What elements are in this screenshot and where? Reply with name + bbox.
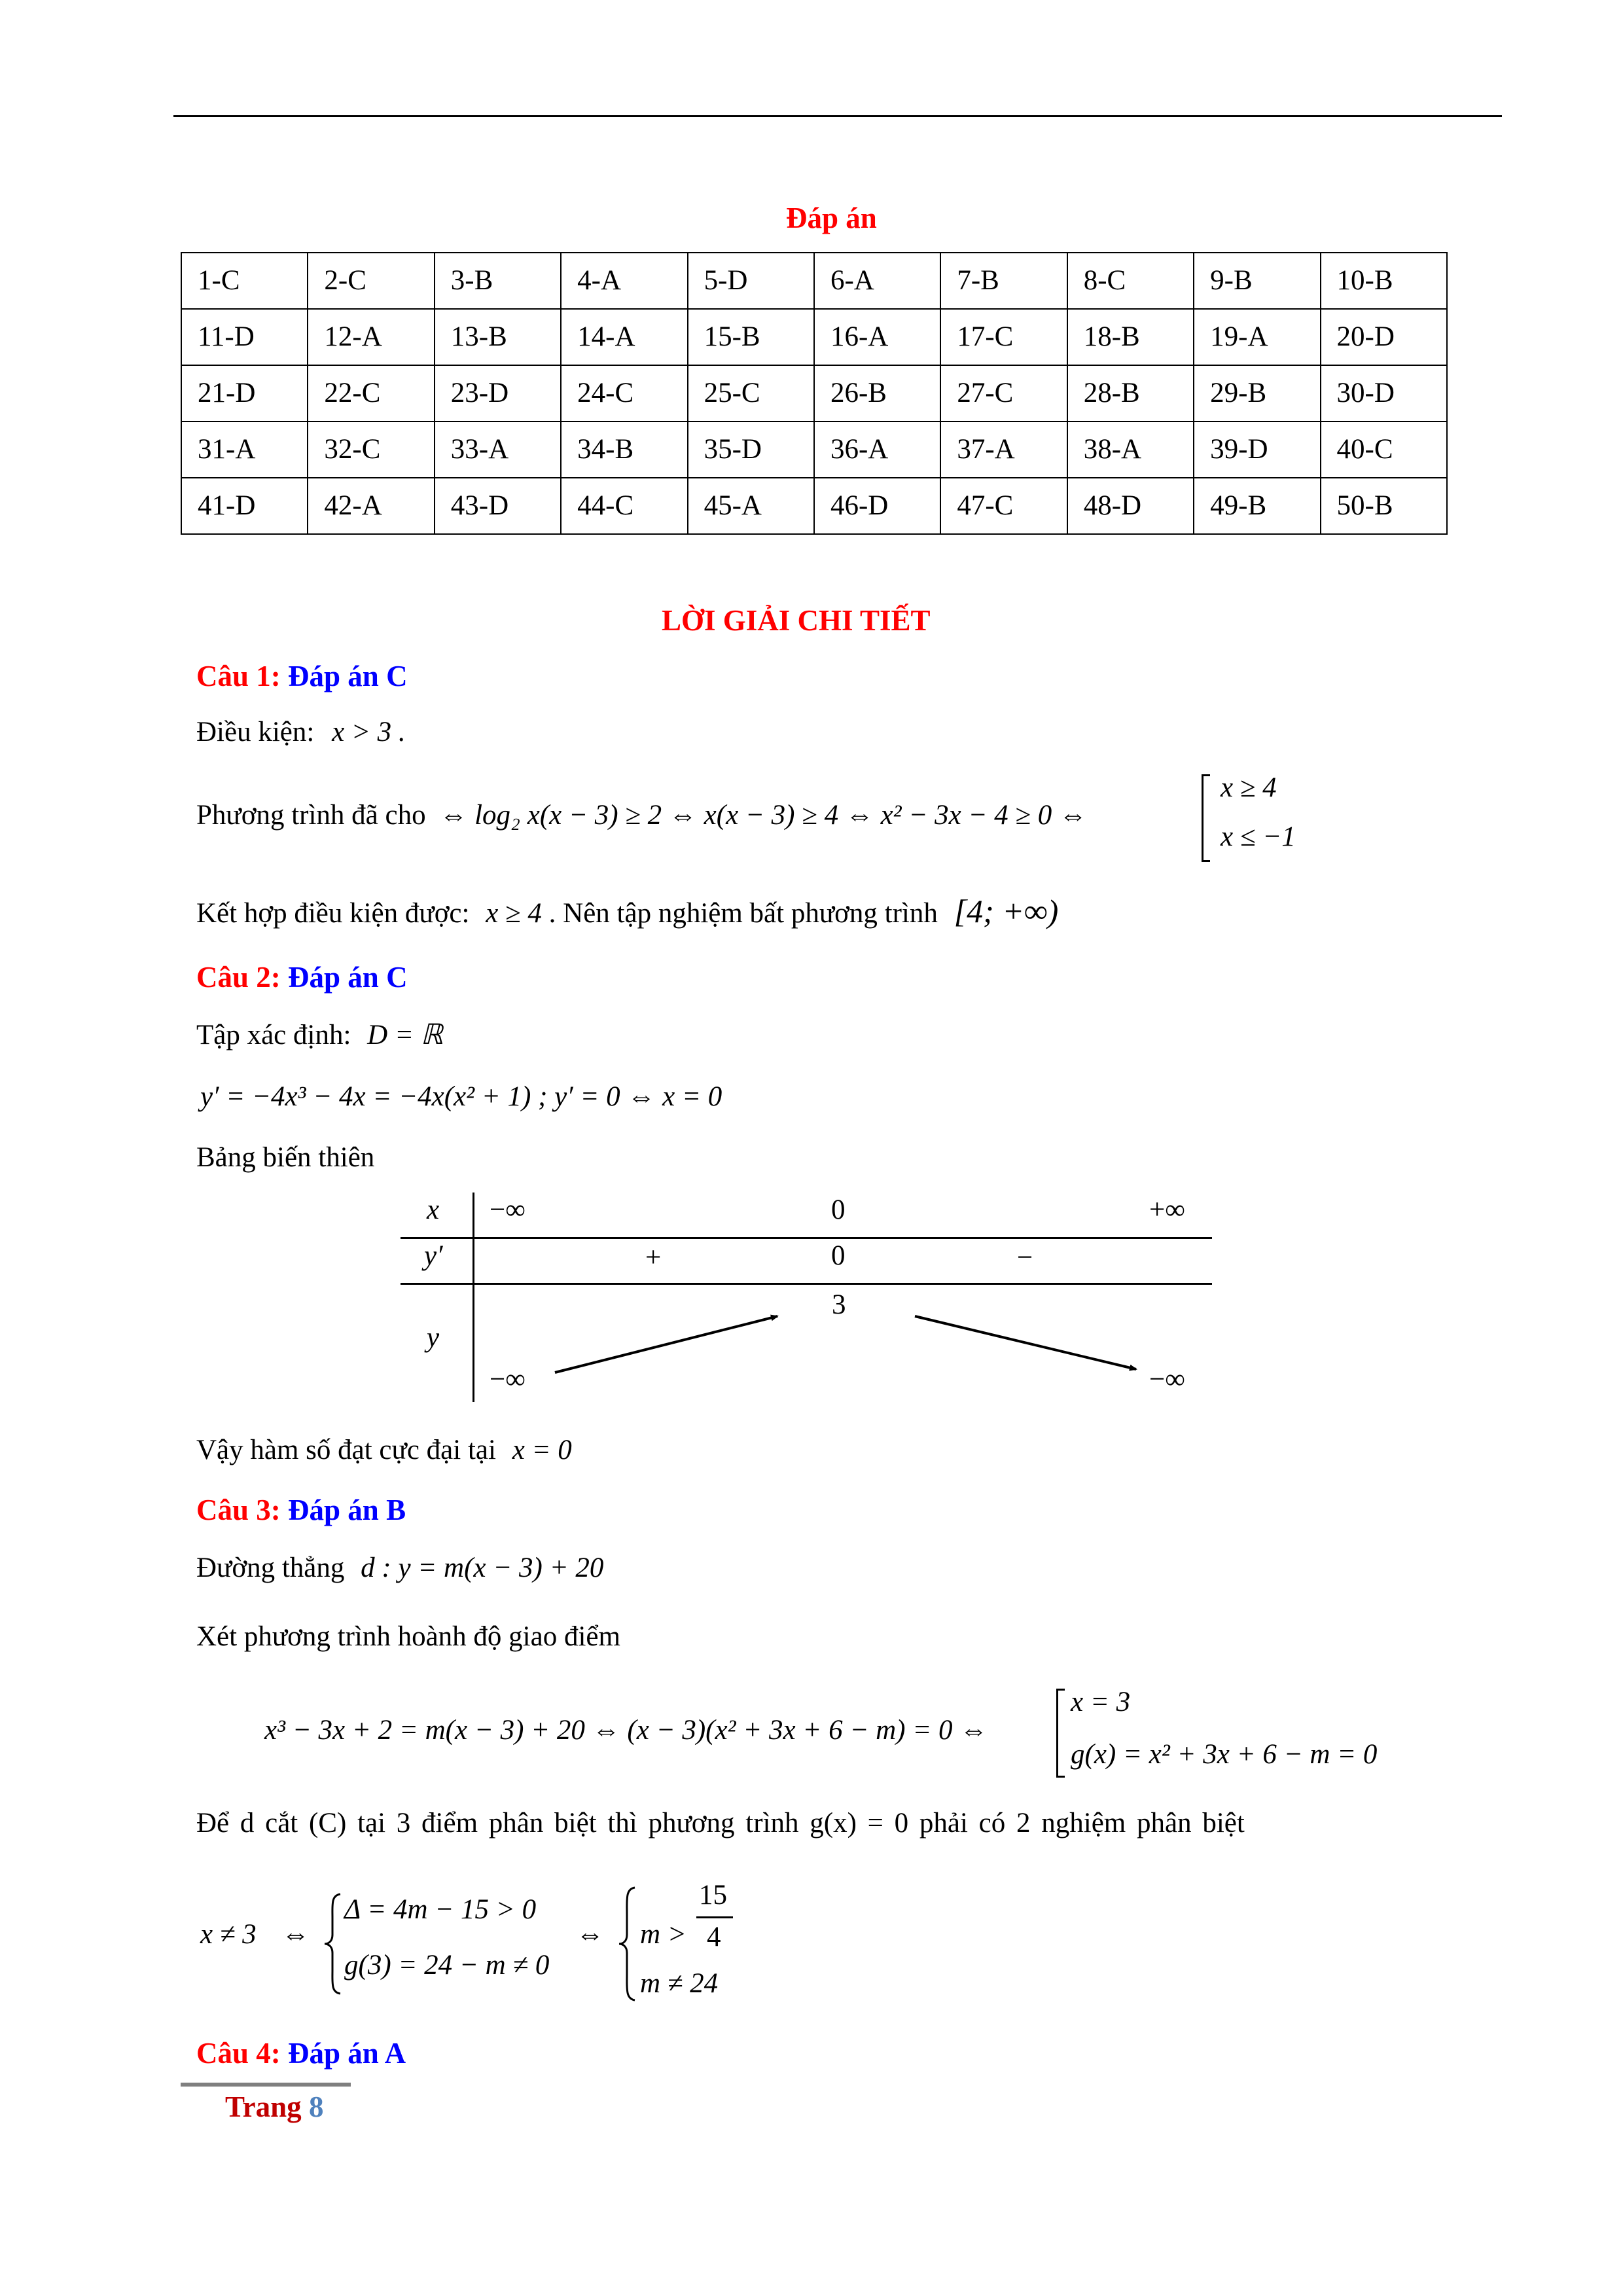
- q1-case1: x ≥ 4: [1221, 772, 1277, 803]
- answer-cell: 21-D: [181, 365, 308, 422]
- q3-sys2-b: m ≠ 24: [640, 1968, 719, 1999]
- vt-x-right: +∞: [1149, 1194, 1185, 1225]
- answer-cell: 5-D: [688, 253, 814, 309]
- q3-brace-2: [618, 1885, 637, 2003]
- answer-cell: 11-D: [181, 309, 308, 365]
- answer-cell: 42-A: [308, 478, 434, 534]
- answer-cell: 30-D: [1321, 365, 1447, 422]
- q3-label: Câu 3:: [196, 1494, 281, 1526]
- answer-cell: 39-D: [1194, 422, 1320, 478]
- q1-answer: Đáp án C: [288, 660, 408, 692]
- answer-cell: 8-C: [1067, 253, 1194, 309]
- answer-cell: 48-D: [1067, 478, 1194, 534]
- vt-x-label: x: [427, 1194, 440, 1225]
- answer-cell: 44-C: [561, 478, 687, 534]
- q3-sys1-b: g(3) = 24 − m ≠ 0: [344, 1950, 550, 1981]
- q1-label: Câu 1:: [196, 660, 281, 692]
- vt-yp-left: +: [645, 1242, 662, 1273]
- q3-answer: Đáp án B: [288, 1494, 406, 1526]
- answer-cell: 41-D: [181, 478, 308, 534]
- footer-rule: [181, 2083, 351, 2087]
- answer-cell: 3-B: [435, 253, 561, 309]
- answer-cell: 50-B: [1321, 478, 1447, 534]
- q3-case1: x = 3: [1071, 1687, 1131, 1717]
- q3-sys1-a: Δ = 4m − 15 > 0: [344, 1894, 537, 1925]
- q2-table-title: Bảng biến thiên: [196, 1142, 375, 1173]
- answer-cell: 18-B: [1067, 309, 1194, 365]
- q3-brace-1: [323, 1892, 343, 1996]
- q1-combine-math: x ≥ 4: [486, 898, 542, 929]
- q1-eq-text: Phương trình đã cho: [196, 800, 426, 831]
- answer-cell: 1-C: [181, 253, 308, 309]
- footer-label: Trang: [225, 2090, 302, 2123]
- q1-result-math: [4; +∞): [954, 893, 1059, 929]
- q3-case-bracket: [1056, 1689, 1065, 1778]
- answer-cell: 27-C: [940, 365, 1067, 422]
- page-footer: [225, 2089, 323, 2125]
- answer-cell: 9-B: [1194, 253, 1320, 309]
- q1-combine-text: Kết hợp điều kiện được:: [196, 898, 470, 929]
- answer-cell: 12-A: [308, 309, 434, 365]
- q2-domain-math: D = ℝ: [367, 1020, 443, 1050]
- vt-yp-mid: 0: [831, 1240, 846, 1271]
- answer-cell: 14-A: [561, 309, 687, 365]
- q3-fraction-bar: [696, 1916, 733, 1918]
- answer-cell: 49-B: [1194, 478, 1320, 534]
- answer-cell: 23-D: [435, 365, 561, 422]
- q2-answer: Đáp án C: [288, 961, 408, 994]
- vt-yp-right: −: [1017, 1242, 1033, 1273]
- vt-x-mid: 0: [831, 1194, 846, 1225]
- answer-cell: 25-C: [688, 365, 814, 422]
- q3-cond-left: x ≠ 3: [200, 1919, 257, 1950]
- vt-y-right: −∞: [1149, 1364, 1185, 1395]
- q3-sys2-a-num: 15: [699, 1880, 727, 1910]
- answer-cell: 26-B: [814, 365, 940, 422]
- answer-cell: 6-A: [814, 253, 940, 309]
- answer-cell: 24-C: [561, 365, 687, 422]
- answer-cell: 7-B: [940, 253, 1067, 309]
- q3-line-math: d : y = m(x − 3) + 20: [361, 1552, 604, 1583]
- answer-cell: 17-C: [940, 309, 1067, 365]
- answer-cell: 31-A: [181, 422, 308, 478]
- q3-equation: x³ − 3x + 2 = m(x − 3) + 20 ⇔ (x − 3)(x² + 3x + 6 − m) = 0 ⇔: [264, 1715, 988, 1746]
- q1-result-text: . Nên tập nghiệm bất phương trình: [548, 898, 938, 929]
- q3-heading: [196, 1492, 406, 1528]
- answer-cell: 36-A: [814, 422, 940, 478]
- vt-x-left: −∞: [490, 1194, 526, 1225]
- answer-cell: 4-A: [561, 253, 687, 309]
- q3-equiv-2: ⇔: [576, 1919, 604, 1950]
- q3-case2: g(x) = x² + 3x + 6 − m = 0: [1071, 1739, 1378, 1770]
- q1-case2: x ≤ −1: [1221, 821, 1296, 852]
- answer-cell: 13-B: [435, 309, 561, 365]
- answer-cell: 22-C: [308, 365, 434, 422]
- answer-cell: 19-A: [1194, 309, 1320, 365]
- q3-sys2-a-den: 4: [707, 1922, 721, 1952]
- q1-condition-text: Điều kiện:: [196, 717, 315, 747]
- q2-conclusion-text: Vậy hàm số đạt cực đại tại: [196, 1435, 496, 1465]
- q3-line-text: Đường thẳng: [196, 1552, 345, 1583]
- solutions-title: LỜI GIẢI CHI TIẾT: [662, 604, 931, 637]
- answer-cell: 28-B: [1067, 365, 1194, 422]
- q2-conclusion-math: x = 0: [512, 1435, 572, 1465]
- vt-arrow-increasing: [555, 1316, 777, 1372]
- vt-y-top: 3: [832, 1289, 846, 1320]
- q3-condition-line: Để d cắt (C) tại 3 điểm phân biệt thì phương trình g(x) = 0 phải có 2 nghiệm phân biệt: [196, 1808, 1245, 1839]
- answer-cell: 33-A: [435, 422, 561, 478]
- answer-cell: 43-D: [435, 478, 561, 534]
- q2-conclusion: [196, 1433, 572, 1467]
- q3-line: [196, 1551, 603, 1585]
- vt-y-left: −∞: [490, 1364, 526, 1395]
- vt-arrow-decreasing: [915, 1316, 1136, 1369]
- answer-cell: 10-B: [1321, 253, 1447, 309]
- answer-cell: 34-B: [561, 422, 687, 478]
- q4-answer: Đáp án A: [288, 2037, 406, 2070]
- q4-heading: [196, 2036, 406, 2071]
- q2-derivative: y′ = −4x³ − 4x = −4x(x² + 1) ; y′ = 0 ⇔ x = 0: [200, 1081, 722, 1112]
- q2-domain-text: Tập xác định:: [196, 1020, 351, 1050]
- answer-cell: 40-C: [1321, 422, 1447, 478]
- q3-intersect-text: Xét phương trình hoành độ giao điểm: [196, 1621, 620, 1652]
- q2-label: Câu 2:: [196, 961, 281, 994]
- answer-key-title: Đáp án: [786, 202, 877, 234]
- answer-cell: 47-C: [940, 478, 1067, 534]
- q1-condition-math: x > 3 .: [332, 717, 406, 747]
- answer-cell: 32-C: [308, 422, 434, 478]
- answer-cell: 46-D: [814, 478, 940, 534]
- vt-yp-label: y′: [424, 1240, 443, 1271]
- answer-cell: 35-D: [688, 422, 814, 478]
- q4-label: Câu 4:: [196, 2037, 281, 2070]
- q3-equiv-1: ⇔: [281, 1919, 310, 1950]
- footer-page-number: 8: [308, 2090, 324, 2123]
- answer-cell: 16-A: [814, 309, 940, 365]
- answer-cell: 29-B: [1194, 365, 1320, 422]
- answer-cell: 37-A: [940, 422, 1067, 478]
- answer-cell: 45-A: [688, 478, 814, 534]
- answer-cell: 38-A: [1067, 422, 1194, 478]
- answer-cell: 2-C: [308, 253, 434, 309]
- q3-sys2-a-lhs: m >: [640, 1919, 687, 1950]
- q1-eq-math: ⇔ log₂ x(x − 3) ≥ 2 ⇔ x(x − 3) ≥ 4 ⇔ x² − 3x − 4 ≥ 0 ⇔: [439, 800, 1088, 831]
- vt-y-label: y: [427, 1322, 440, 1353]
- answer-cell: 20-D: [1321, 309, 1447, 365]
- answer-cell: 15-B: [688, 309, 814, 365]
